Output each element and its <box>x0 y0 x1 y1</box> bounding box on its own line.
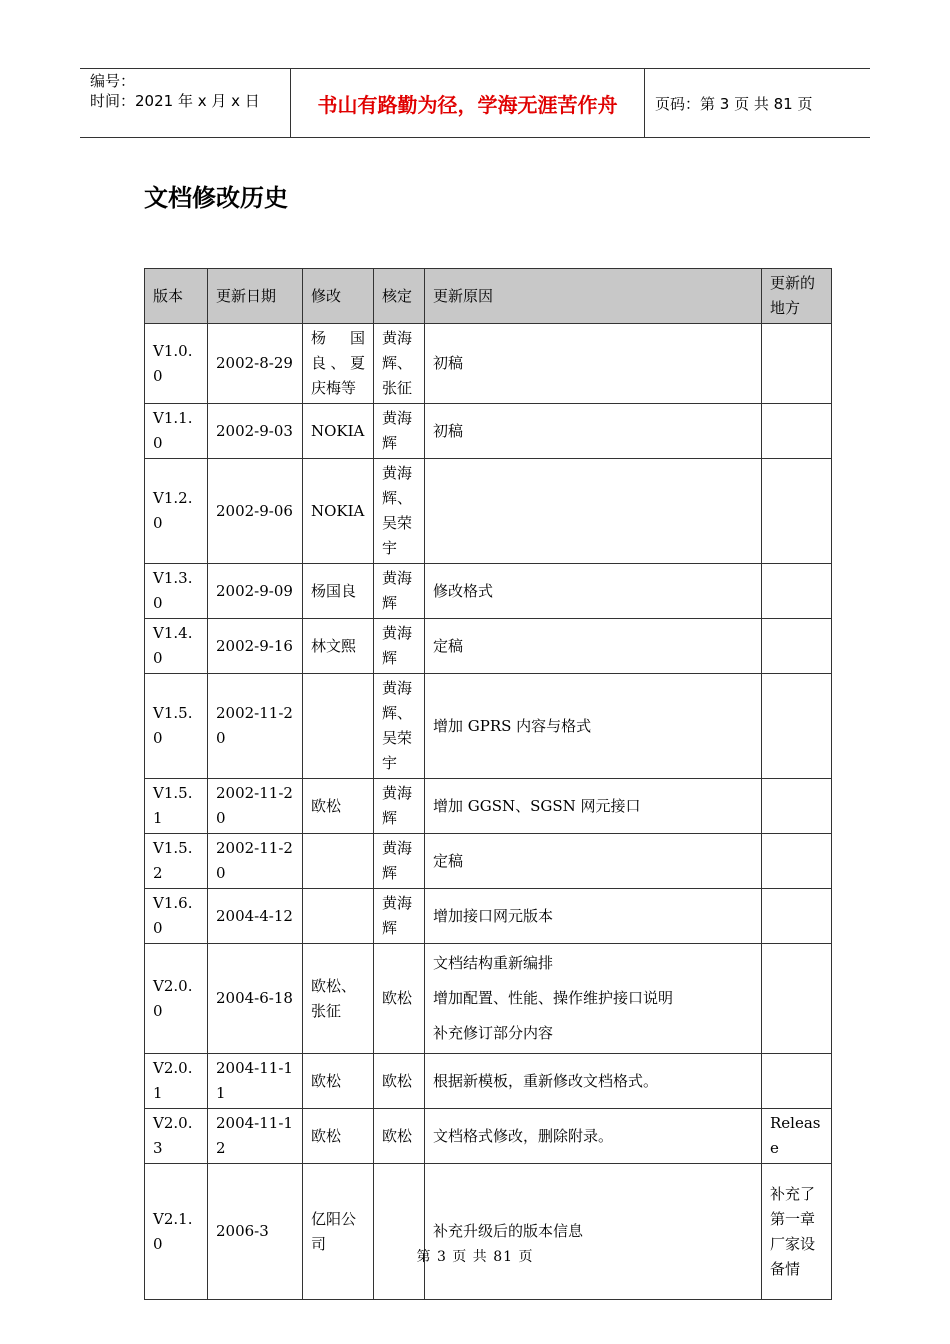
reason-cell: 根据新模板，重新修改文档格式。 <box>425 1054 762 1109</box>
column-header: 修改 <box>303 269 374 324</box>
location-cell <box>762 324 832 404</box>
document-number-label: 编号： <box>90 72 136 90</box>
date-cell: 2002-9-03 <box>208 404 303 459</box>
reason-line: 文档结构重新编排 <box>433 954 554 972</box>
modifier-cell: 杨国良 <box>303 564 374 619</box>
modifier-cell <box>303 889 374 944</box>
modifier-cell <box>303 674 374 779</box>
table-row <box>145 1054 832 1109</box>
location-cell <box>762 459 832 564</box>
version-cell: V2.1.0 <box>145 1164 208 1300</box>
modifier-cell: 欧松 <box>303 779 374 834</box>
version-cell: V1.1.0 <box>145 404 208 459</box>
page-footer: 第 3 页 共 81 页 <box>416 1249 534 1265</box>
reason-cell: 文档格式修改，删除附录。 <box>425 1109 762 1164</box>
version-cell: V2.0.1 <box>145 1054 208 1109</box>
reason-cell: 初稿 <box>425 404 762 459</box>
location-cell <box>762 779 832 834</box>
reason-cell: 初稿 <box>425 324 762 404</box>
version-cell: V1.0.0 <box>145 324 208 404</box>
reason-cell <box>425 459 762 564</box>
location-cell <box>762 674 832 779</box>
reason-line: 增加配置、性能、操作维护接口说明 <box>433 989 674 1007</box>
table-row <box>145 834 832 889</box>
table-row <box>145 324 832 404</box>
version-cell: V1.2.0 <box>145 459 208 564</box>
date-cell: 2004-4-12 <box>208 889 303 944</box>
approver-cell <box>374 1164 425 1300</box>
reason-cell: 定稿 <box>425 619 762 674</box>
table-header-row <box>145 269 832 324</box>
header-meta <box>80 69 291 137</box>
page-title: 文档修改历史 <box>144 184 288 212</box>
reason-cell <box>425 944 762 1054</box>
date-cell: 2002-11-20 <box>208 674 303 779</box>
version-cell: V1.5.1 <box>145 779 208 834</box>
approver-cell: 黄海辉 <box>374 889 425 944</box>
approver-cell: 黄海辉 <box>374 619 425 674</box>
table-row <box>145 889 832 944</box>
column-header: 核定 <box>374 269 425 324</box>
table-row <box>145 1164 832 1300</box>
location-cell <box>762 944 832 1054</box>
version-cell: V1.3.0 <box>145 564 208 619</box>
approver-cell: 黄海辉 <box>374 404 425 459</box>
version-cell: V1.5.2 <box>145 834 208 889</box>
date-cell: 2002-9-06 <box>208 459 303 564</box>
table-row <box>145 1109 832 1164</box>
column-header: 更新的地方 <box>762 269 832 324</box>
location-cell <box>762 619 832 674</box>
approver-cell: 黄海辉、吴荣宇 <box>374 674 425 779</box>
modifier-cell: NOKIA <box>303 404 374 459</box>
location-cell: Release <box>762 1109 832 1164</box>
reason-cell: 增加 GPRS 内容与格式 <box>425 674 762 779</box>
version-cell: V2.0.0 <box>145 944 208 1054</box>
reason-cell: 修改格式 <box>425 564 762 619</box>
location-cell: 补充了第一章厂家设备情 <box>762 1164 832 1300</box>
date-cell: 2002-11-20 <box>208 779 303 834</box>
version-cell: V1.4.0 <box>145 619 208 674</box>
date-cell: 2002-11-20 <box>208 834 303 889</box>
table-row <box>145 619 832 674</box>
location-cell <box>762 889 832 944</box>
modifier-cell: 亿阳公司 <box>303 1164 374 1300</box>
modifier-cell: 欧松、张征 <box>303 944 374 1054</box>
reason-cell: 定稿 <box>425 834 762 889</box>
column-header: 更新日期 <box>208 269 303 324</box>
table-row <box>145 564 832 619</box>
modifier-cell <box>303 834 374 889</box>
version-cell: V1.6.0 <box>145 889 208 944</box>
modifier-cell: 欧松 <box>303 1109 374 1164</box>
date-cell: 2004-11-11 <box>208 1054 303 1109</box>
date-cell: 2006-3 <box>208 1164 303 1300</box>
location-cell <box>762 1054 832 1109</box>
table-row <box>145 404 832 459</box>
location-cell <box>762 404 832 459</box>
date-cell: 2002-9-09 <box>208 564 303 619</box>
approver-cell: 黄海辉、吴荣宇 <box>374 459 425 564</box>
table-row <box>145 459 832 564</box>
modifier-cell: 林文熙 <box>303 619 374 674</box>
date-cell: 2004-6-18 <box>208 944 303 1054</box>
approver-cell: 黄海辉 <box>374 779 425 834</box>
version-cell: V2.0.3 <box>145 1109 208 1164</box>
document-time-label: 时间：2021 年 x 月 x 日 <box>90 92 260 110</box>
approver-cell: 黄海辉 <box>374 834 425 889</box>
location-cell <box>762 564 832 619</box>
approver-cell: 欧松 <box>374 944 425 1054</box>
version-cell: V1.5.0 <box>145 674 208 779</box>
reason-cell: 增加 GGSN、SGSN 网元接口 <box>425 779 762 834</box>
column-header: 版本 <box>145 269 208 324</box>
reason-cell: 补充升级后的版本信息 <box>425 1164 762 1300</box>
date-cell: 2002-9-16 <box>208 619 303 674</box>
table-row <box>145 944 832 1054</box>
location-cell <box>762 834 832 889</box>
approver-cell: 黄海辉、张征 <box>374 324 425 404</box>
reason-line: 补充修订部分内容 <box>433 1024 554 1042</box>
table-row <box>145 779 832 834</box>
approver-cell: 欧松 <box>374 1054 425 1109</box>
modifier-cell: 杨国良、夏庆梅等 <box>303 324 374 404</box>
header-page-info: 页码：第 3 页 共 81 页 <box>655 94 813 113</box>
modifier-cell: NOKIA <box>303 459 374 564</box>
modifier-cell: 欧松 <box>303 1054 374 1109</box>
date-cell: 2004-11-12 <box>208 1109 303 1164</box>
approver-cell: 黄海辉 <box>374 564 425 619</box>
date-cell: 2002-8-29 <box>208 324 303 404</box>
header-motto: 书山有路勤为径，学海无涯苦作舟 <box>291 69 645 137</box>
revision-history-table <box>144 268 832 1300</box>
reason-cell: 增加接口网元版本 <box>425 889 762 944</box>
page-header <box>80 68 870 138</box>
table-row <box>145 674 832 779</box>
column-header: 更新原因 <box>425 269 762 324</box>
approver-cell: 欧松 <box>374 1109 425 1164</box>
